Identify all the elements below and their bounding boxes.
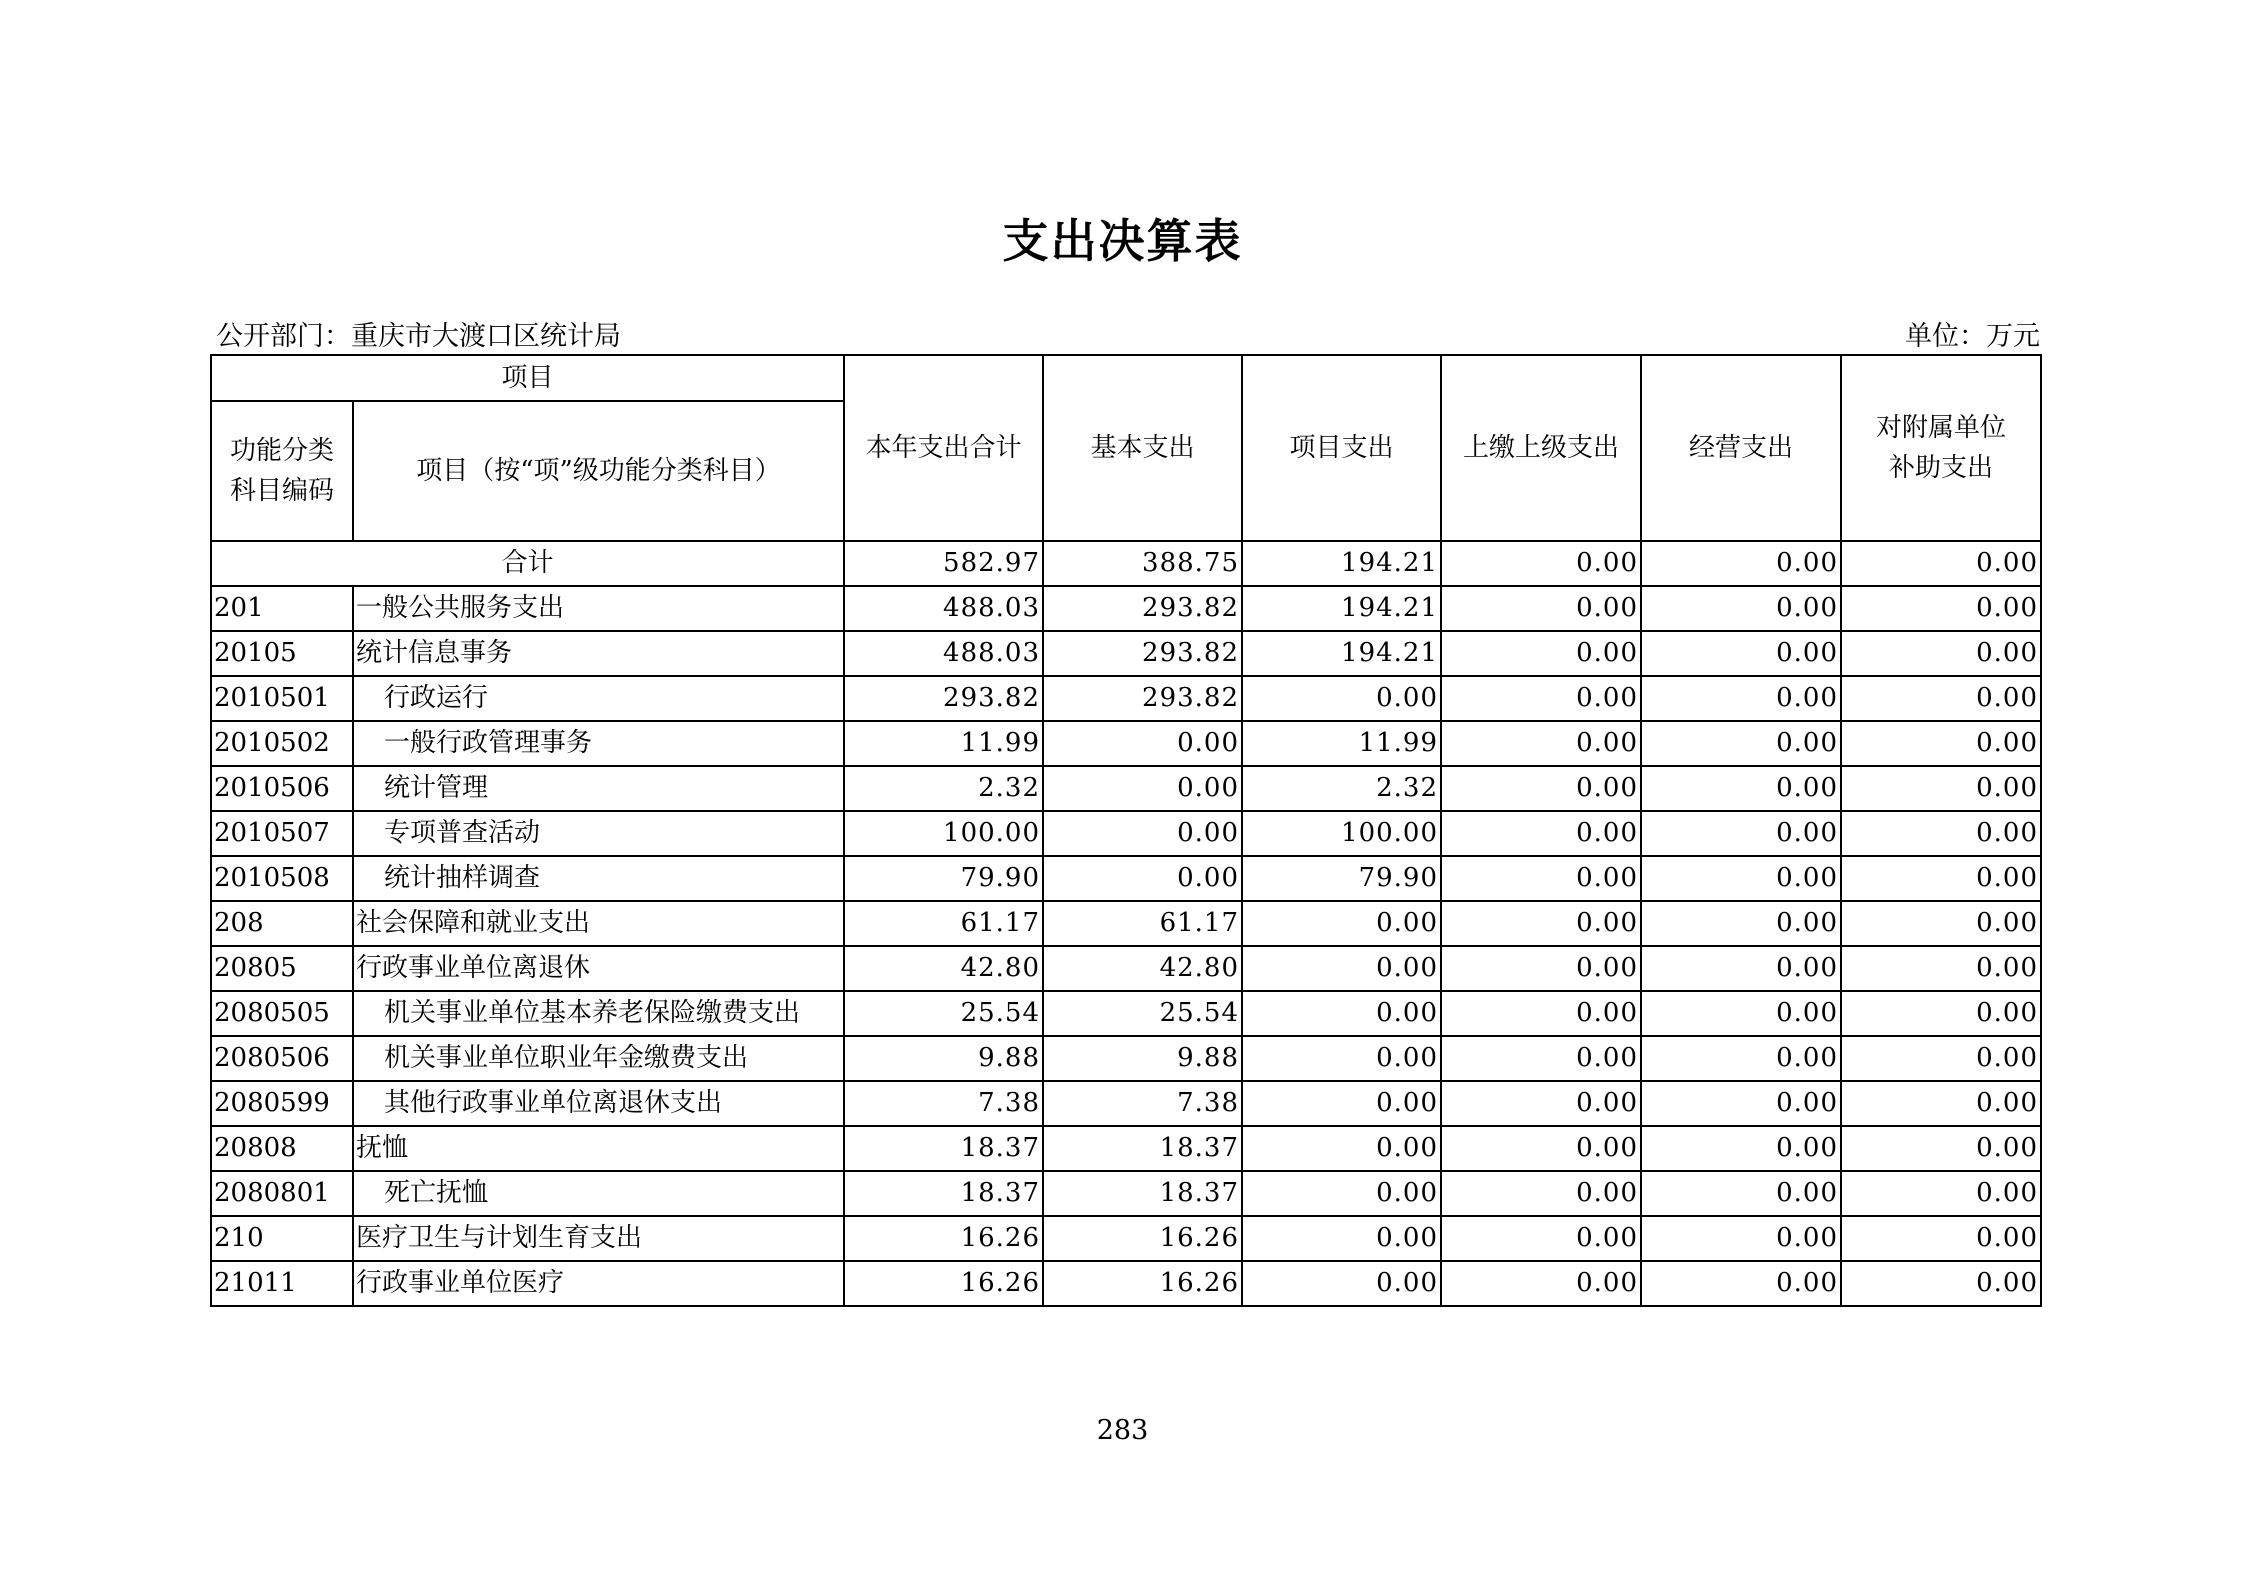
row-value: 0.00 — [1641, 766, 1841, 811]
row-value: 7.38 — [1043, 1081, 1242, 1126]
header-basic: 基本支出 — [1043, 355, 1242, 541]
row-value: 18.37 — [844, 1171, 1043, 1216]
row-value: 0.00 — [1242, 1216, 1441, 1261]
row-value: 0.00 — [1441, 1171, 1641, 1216]
row-value: 0.00 — [1841, 586, 2041, 631]
table-body — [211, 541, 2041, 1306]
unit-label: 单位：万元 — [1905, 321, 2040, 352]
row-name: 死亡抚恤 — [353, 1171, 844, 1216]
row-value: 0.00 — [1841, 946, 2041, 991]
row-value: 79.90 — [844, 856, 1043, 901]
row-name: 其他行政事业单位离退休支出 — [353, 1081, 844, 1126]
page-title: 支出决算表 — [1002, 214, 1243, 268]
row-value: 0.00 — [1242, 676, 1441, 721]
row-value: 61.17 — [1043, 901, 1242, 946]
row-value: 0.00 — [1641, 721, 1841, 766]
row-name: 行政事业单位医疗 — [353, 1261, 844, 1306]
row-value: 0.00 — [1841, 991, 2041, 1036]
row-value: 0.00 — [1641, 901, 1841, 946]
row-value: 0.00 — [1641, 1261, 1841, 1306]
row-value: 0.00 — [1641, 1216, 1841, 1261]
row-code: 2010506 — [211, 766, 353, 811]
table-row — [211, 991, 2041, 1036]
row-value: 16.26 — [1043, 1216, 1242, 1261]
row-value: 0.00 — [1242, 1171, 1441, 1216]
row-value: 0.00 — [1441, 946, 1641, 991]
row-value: 9.88 — [844, 1036, 1043, 1081]
row-value: 0.00 — [1641, 1081, 1841, 1126]
row-value: 11.99 — [844, 721, 1043, 766]
row-value: 0.00 — [1441, 856, 1641, 901]
table-row — [211, 1126, 2041, 1171]
row-value: 0.00 — [1841, 1126, 2041, 1171]
row-code: 21011 — [211, 1261, 353, 1306]
row-value: 488.03 — [844, 631, 1043, 676]
table-row — [211, 586, 2041, 631]
row-value: 79.90 — [1242, 856, 1441, 901]
row-value: 0.00 — [1841, 766, 2041, 811]
row-value: 0.00 — [1641, 586, 1841, 631]
row-value: 0.00 — [1641, 856, 1841, 901]
row-value: 100.00 — [1242, 811, 1441, 856]
row-value: 0.00 — [1641, 1036, 1841, 1081]
table-row — [211, 1171, 2041, 1216]
row-value: 7.38 — [844, 1081, 1043, 1126]
row-name: 抚恤 — [353, 1126, 844, 1171]
row-code: 208 — [211, 901, 353, 946]
header-project: 项目支出 — [1242, 355, 1441, 541]
header-item-group: 项目 — [211, 355, 844, 401]
row-code: 2010508 — [211, 856, 353, 901]
header-subsidy-line1: 对附属单位 — [1876, 413, 2007, 443]
row-value: 0.00 — [1641, 946, 1841, 991]
row-code: 210 — [211, 1216, 353, 1261]
row-name: 行政事业单位离退休 — [353, 946, 844, 991]
row-code: 20805 — [211, 946, 353, 991]
header-business: 经营支出 — [1641, 355, 1841, 541]
row-value: 16.26 — [1043, 1261, 1242, 1306]
row-value: 0.00 — [1841, 676, 2041, 721]
row-value: 293.82 — [1043, 676, 1242, 721]
row-value: 0.00 — [1641, 991, 1841, 1036]
row-value: 293.82 — [1043, 631, 1242, 676]
row-name: 行政运行 — [353, 676, 844, 721]
total-value: 0.00 — [1641, 541, 1841, 586]
row-code: 201 — [211, 586, 353, 631]
row-value: 0.00 — [1242, 946, 1441, 991]
row-value: 61.17 — [844, 901, 1043, 946]
row-value: 0.00 — [1441, 721, 1641, 766]
total-value: 388.75 — [1043, 541, 1242, 586]
row-value: 2.32 — [1242, 766, 1441, 811]
row-code: 20808 — [211, 1126, 353, 1171]
row-code: 2080599 — [211, 1081, 353, 1126]
row-value: 18.37 — [844, 1126, 1043, 1171]
header-item-detail: 项目（按“项”级功能分类科目） — [353, 401, 844, 541]
row-name: 一般公共服务支出 — [353, 586, 844, 631]
table-row — [211, 1036, 2041, 1081]
row-value: 0.00 — [1043, 721, 1242, 766]
row-name: 机关事业单位基本养老保险缴费支出 — [353, 991, 844, 1036]
row-value: 25.54 — [844, 991, 1043, 1036]
row-value: 0.00 — [1441, 766, 1641, 811]
row-value: 0.00 — [1441, 1216, 1641, 1261]
table-row — [211, 856, 2041, 901]
row-value: 0.00 — [1841, 1216, 2041, 1261]
row-code: 2010507 — [211, 811, 353, 856]
total-label: 合计 — [211, 541, 844, 586]
row-value: 16.26 — [844, 1216, 1043, 1261]
row-value: 0.00 — [1441, 586, 1641, 631]
row-value: 0.00 — [1441, 991, 1641, 1036]
row-value: 42.80 — [1043, 946, 1242, 991]
table-row — [211, 1261, 2041, 1306]
table-row — [211, 901, 2041, 946]
total-value: 0.00 — [1841, 541, 2041, 586]
row-value: 16.26 — [844, 1261, 1043, 1306]
row-value: 293.82 — [844, 676, 1043, 721]
table-row — [211, 631, 2041, 676]
table-row — [211, 676, 2041, 721]
row-value: 488.03 — [844, 586, 1043, 631]
row-value: 0.00 — [1043, 811, 1242, 856]
header-code — [211, 401, 353, 541]
total-row — [211, 541, 2041, 586]
table-row — [211, 1216, 2041, 1261]
row-value: 0.00 — [1841, 631, 2041, 676]
row-value: 0.00 — [1641, 1171, 1841, 1216]
row-code: 2010502 — [211, 721, 353, 766]
row-value: 0.00 — [1841, 901, 2041, 946]
total-value: 0.00 — [1441, 541, 1641, 586]
row-value: 0.00 — [1841, 1171, 2041, 1216]
header-subsidy — [1841, 355, 2041, 541]
row-code: 2010501 — [211, 676, 353, 721]
row-value: 0.00 — [1242, 1036, 1441, 1081]
row-value: 25.54 — [1043, 991, 1242, 1036]
row-value: 194.21 — [1242, 631, 1441, 676]
row-value: 0.00 — [1841, 856, 2041, 901]
row-value: 0.00 — [1441, 1081, 1641, 1126]
row-value: 0.00 — [1441, 1036, 1641, 1081]
row-value: 0.00 — [1242, 1261, 1441, 1306]
total-value: 194.21 — [1242, 541, 1441, 586]
row-value: 0.00 — [1441, 676, 1641, 721]
row-value: 0.00 — [1043, 856, 1242, 901]
row-value: 11.99 — [1242, 721, 1441, 766]
row-name: 专项普查活动 — [353, 811, 844, 856]
row-value: 0.00 — [1641, 1126, 1841, 1171]
header-upper: 上缴上级支出 — [1441, 355, 1641, 541]
row-name: 医疗卫生与计划生育支出 — [353, 1216, 844, 1261]
row-value: 42.80 — [844, 946, 1043, 991]
row-value: 0.00 — [1641, 631, 1841, 676]
expenditure-table — [210, 354, 2042, 1307]
row-value: 9.88 — [1043, 1036, 1242, 1081]
header-subsidy-line2: 补助支出 — [1889, 453, 1994, 483]
table-row — [211, 811, 2041, 856]
row-code: 2080505 — [211, 991, 353, 1036]
row-value: 0.00 — [1043, 766, 1242, 811]
row-value: 0.00 — [1441, 811, 1641, 856]
row-value: 0.00 — [1242, 901, 1441, 946]
row-name: 统计抽样调查 — [353, 856, 844, 901]
row-value: 0.00 — [1841, 1261, 2041, 1306]
row-value: 2.32 — [844, 766, 1043, 811]
row-value: 0.00 — [1242, 1081, 1441, 1126]
table-row — [211, 721, 2041, 766]
table-row — [211, 1081, 2041, 1126]
row-value: 0.00 — [1441, 631, 1641, 676]
row-value: 0.00 — [1242, 991, 1441, 1036]
row-value: 0.00 — [1641, 676, 1841, 721]
row-value: 18.37 — [1043, 1171, 1242, 1216]
department-label: 公开部门：重庆市大渡口区统计局 — [216, 321, 621, 352]
row-value: 0.00 — [1441, 901, 1641, 946]
row-name: 社会保障和就业支出 — [353, 901, 844, 946]
header-code-line2: 科目编码 — [229, 476, 334, 506]
row-name: 机关事业单位职业年金缴费支出 — [353, 1036, 844, 1081]
row-value: 0.00 — [1841, 811, 2041, 856]
row-value: 293.82 — [1043, 586, 1242, 631]
row-value: 194.21 — [1242, 586, 1441, 631]
row-value: 0.00 — [1841, 1036, 2041, 1081]
row-value: 0.00 — [1441, 1261, 1641, 1306]
row-value: 0.00 — [1841, 721, 2041, 766]
header-code-line1: 功能分类 — [229, 436, 334, 466]
row-value: 0.00 — [1641, 811, 1841, 856]
table-row — [211, 766, 2041, 811]
row-name: 统计信息事务 — [353, 631, 844, 676]
row-value: 100.00 — [844, 811, 1043, 856]
row-value: 0.00 — [1441, 1126, 1641, 1171]
row-code: 20105 — [211, 631, 353, 676]
page-number: 283 — [1096, 1415, 1149, 1446]
row-value: 0.00 — [1841, 1081, 2041, 1126]
table-row — [211, 946, 2041, 991]
row-value: 18.37 — [1043, 1126, 1242, 1171]
row-value: 0.00 — [1242, 1126, 1441, 1171]
total-value: 582.97 — [844, 541, 1043, 586]
row-name: 一般行政管理事务 — [353, 721, 844, 766]
row-code: 2080801 — [211, 1171, 353, 1216]
row-name: 统计管理 — [353, 766, 844, 811]
row-code: 2080506 — [211, 1036, 353, 1081]
header-total: 本年支出合计 — [844, 355, 1043, 541]
